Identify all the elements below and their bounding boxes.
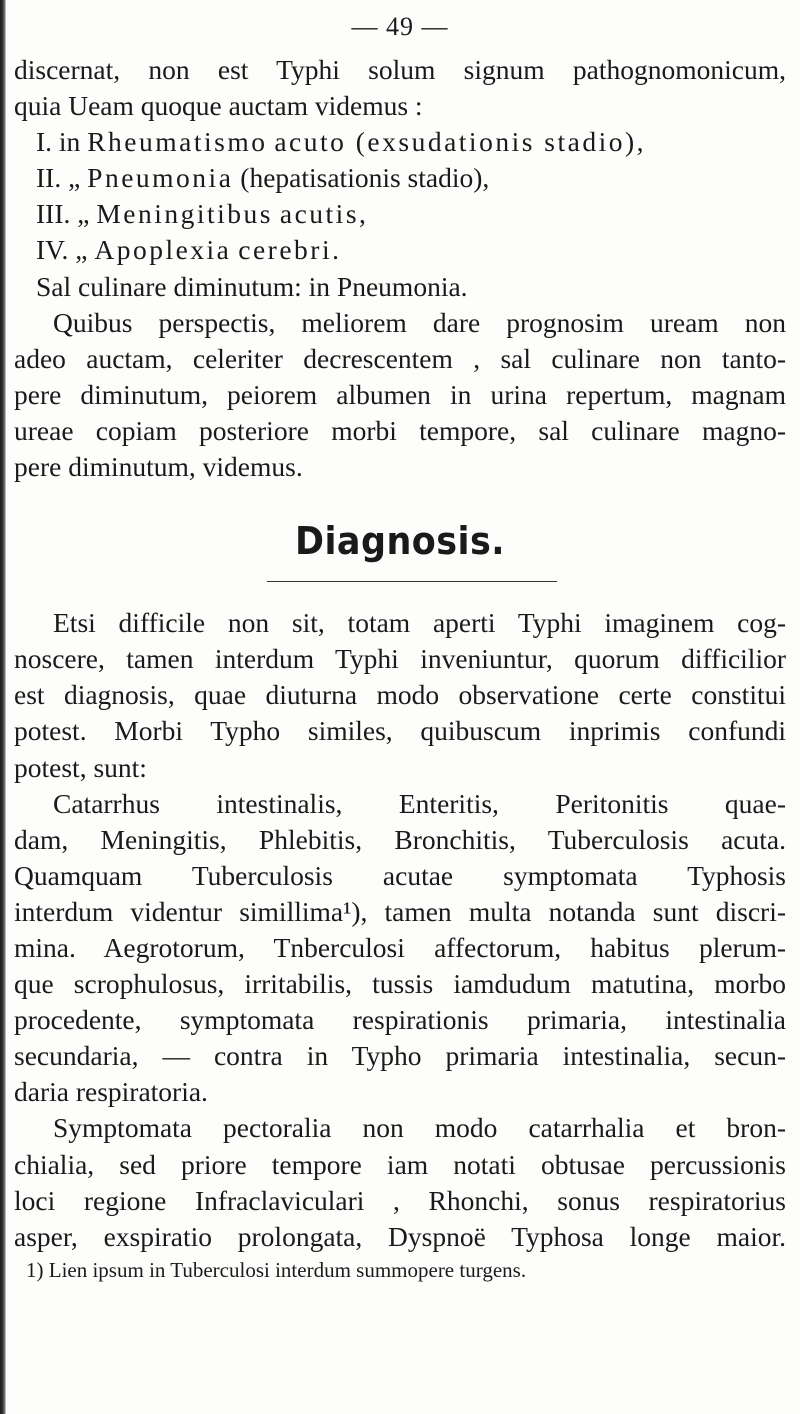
text-line: loci regione Infraclaviculari , Rhonchi, sonus respiratorius [14,1184,786,1216]
binding-shadow [0,0,6,1414]
list-term: Pneumonia [87,162,234,194]
list-quote: in [58,126,81,158]
heading-title: Diagnosis. [294,519,506,564]
text-line: discernat, non est Typhi solum signum pathognomonicum, [14,54,786,85]
text-line: adeo auctam, celeriter decrescentem , sal culinare non tanto- [14,342,786,374]
list-term: Meningitibus [96,198,273,230]
section-heading [14,485,786,605]
list-item [14,196,786,232]
list-item [14,124,786,160]
text-line: interdum videntur simillima¹), tamen multa notanda sunt discri- [14,895,786,927]
text-line: que scrophulosus, irritabilis, tussis iamdudum matutina, morbo [14,968,786,1000]
list-term: Rheumatismo [87,126,268,158]
list-number: II. [36,162,62,194]
text-line: secundaria, — contra in Typho primaria intestinalia, secun- [14,1040,786,1072]
text-line: dam, Meningitis, Phlebitis, Bronchitis, Tuberculosis acuta. [14,823,786,855]
text-line: Quibus perspectis, meliorem dare prognosim uream non [53,306,786,338]
text-line: pere diminutum, videmus. [14,451,303,483]
text-line: est diagnosis, quae diuturna modo observatione certe constitui [14,679,786,711]
text-line: procedente, symptomata respirationis primaria, intestinalia [14,1004,786,1036]
text-line: asper, exspiratio prolongata, Dyspnoë Typhosa longe maior. [14,1220,786,1252]
list-quote: „ [77,198,90,230]
body-text [14,52,786,1283]
list-quote: „ [75,234,88,266]
list-term: Apoplexia [94,234,232,266]
text-line: daria respiratoria. [14,1076,208,1108]
footnote: 1) Lien ipsum in Tuberculosi interdum summopere turgens. [26,1257,527,1282]
text-line: potest, sunt: [14,751,147,783]
text-line: noscere, tamen interdum Typhi inveniuntur, quorum difficilior [14,643,786,675]
text-line: Quamquam Tuberculosis acutae symptomata Typhosis [14,859,786,891]
list-item [14,232,786,268]
text-line: ureae copiam posteriore morbi tempore, sal culinare magno- [14,414,786,446]
text-line: potest. Morbi Typho similes, quibuscum inprimis confundi [14,715,786,747]
list-quote: „ [68,162,81,194]
list-number: IV. [36,234,69,266]
text-line: Sal culinare diminutum: in Pneumonia. [36,270,468,302]
text-line: Symptomata pectoralia non modo catarrhalia et bron- [53,1112,786,1144]
text-line: mina. Aegrotorum, Tnberculosi affectorum, habitus plerum- [14,931,786,963]
list-number: III. [36,198,71,230]
text-line: Etsi difficile non sit, totam aperti Typhi imaginem cog- [53,607,786,639]
list-rest: cerebri. [238,234,342,266]
text-line: Catarrhus intestinalis, Enteritis, Peritonitis quae- [53,787,786,819]
list-rest: acuto (exsudationis stadio), [274,126,647,158]
list-rest: acutis, [279,198,369,230]
list-item [14,160,786,196]
list-rest: (hepatisationis stadio), [240,162,490,194]
page-number: — 49 — [351,12,449,41]
list-number: I. [36,126,53,158]
text-line: quia Ueam quoque auctam videmus : [14,90,423,122]
heading-rule [267,581,557,582]
text-line: pere diminutum, peiorem albumen in urina repertum, magnam [14,378,786,410]
text-line: chialia, sed priore tempore iam notati obtusae percussionis [14,1148,786,1180]
